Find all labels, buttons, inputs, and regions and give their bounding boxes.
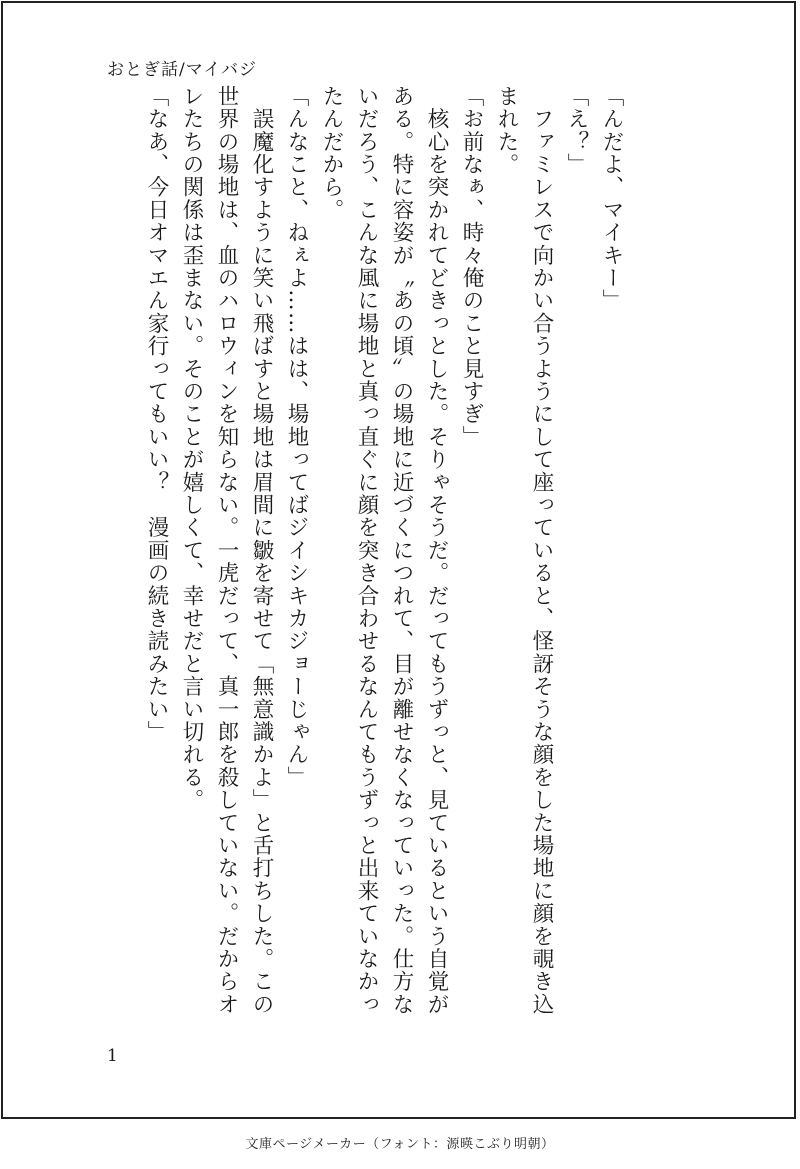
book-title: おとぎ話/マイバジ bbox=[107, 60, 258, 80]
book-page bbox=[1, 1, 796, 1119]
paragraph: 「なあ、今日オマエん家行ってもいい？ 漫画の続き読みたい」 bbox=[144, 85, 169, 744]
page-number: 1 bbox=[107, 1046, 118, 1066]
footer-credit: 文庫ページメーカー（フォント：源暎こぶり明朝） bbox=[245, 1137, 555, 1152]
paragraph: 「お前なぁ、時々俺のこと見すぎ」 bbox=[459, 85, 484, 449]
paragraph: 核心を突かれてどきっとした。そりゃそうだ。だってもうずっと、見ているという自覚がある。特に容姿が〝あの頃〟の場地に近づくにつれて、目が離せなくなっていった。仕方ないだろう、こんな風に場地と真っ直ぐに顔を突き合わせるなんてもうずっと出来ていなかったんだから。 bbox=[319, 85, 449, 1016]
paragraph: 「んだよ、マイキー」 bbox=[599, 85, 624, 312]
paragraph: ファミレスで向かい合うようにして座っていると、怪訝そうな顔をした場地に顔を覗き込まれた。 bbox=[494, 85, 554, 1016]
vertical-body-text bbox=[99, 85, 629, 1030]
paragraph: 「んなこと、ねぇよ……はは、場地ってばジイシキカジョーじゃん」 bbox=[284, 85, 309, 789]
paragraph: 誤魔化すように笑い飛ばすと場地は眉間に皺を寄せて「無意識かよ」と舌打ちした。この世界の場地は、血のハロウィンを知らない。一虎だって、真一郎を殺していない。だからオレたちの関係は歪まない。そのことが嬉しくて、幸せだと言い切れる。 bbox=[179, 85, 274, 1016]
paragraph: 「え？」 bbox=[564, 85, 589, 176]
